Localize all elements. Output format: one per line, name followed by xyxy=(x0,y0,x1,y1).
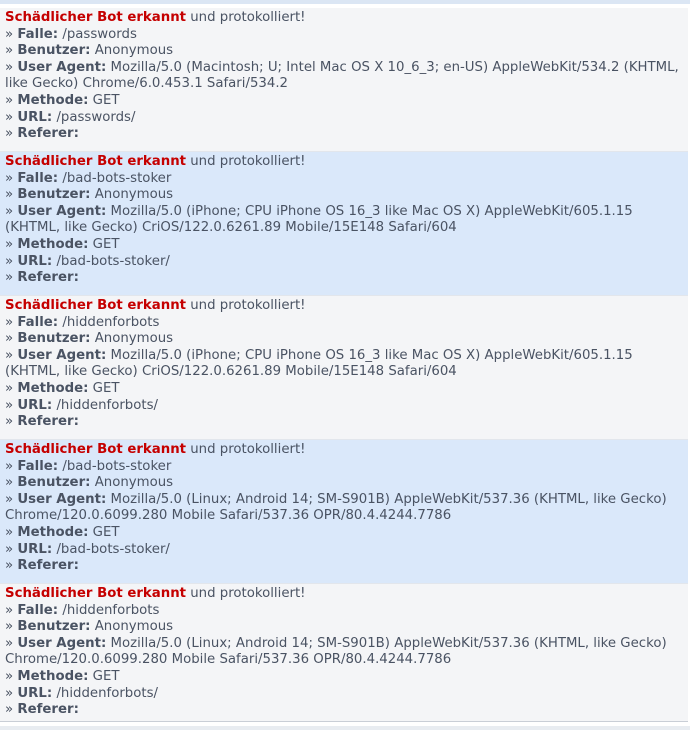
bullet-arrow: » xyxy=(5,458,18,474)
referer-row xyxy=(5,702,688,719)
log-entry xyxy=(0,8,688,152)
method-value: GET xyxy=(92,380,120,396)
referer-row xyxy=(5,270,688,287)
alert-label: Schädlicher Bot erkannt xyxy=(5,298,187,313)
url-row xyxy=(5,110,688,127)
entry-heading xyxy=(5,298,688,315)
user-row xyxy=(5,331,688,348)
user-agent-value: Mozilla/5.0 (Macintosh; U; Intel Mac OS X 10_6_3; en-US) AppleWebKit/534.2 (KHTML, like Gecko) Chrome/6.0.453.1 Safari/534.2 xyxy=(5,59,679,92)
bullet-arrow: » xyxy=(5,635,18,651)
user-key: Benutzer: xyxy=(17,331,91,347)
user-agent-key: User Agent: xyxy=(17,635,107,651)
trap-value: /bad-bots-stoker xyxy=(62,458,172,474)
trap-value: /bad-bots-stoker xyxy=(62,170,172,186)
bullet-arrow: » xyxy=(5,558,18,574)
log-entry xyxy=(0,440,688,584)
bullet-arrow: » xyxy=(5,619,18,635)
entry-heading xyxy=(5,442,688,459)
trap-value: /passwords xyxy=(62,26,137,42)
alert-suffix: und protokolliert! xyxy=(186,154,306,169)
bullet-arrow: » xyxy=(5,59,18,75)
user-agent-key: User Agent: xyxy=(17,491,107,507)
user-value: Anonymous xyxy=(94,475,174,491)
method-key: Methode: xyxy=(17,92,89,108)
alert-label: Schädlicher Bot erkannt xyxy=(5,10,187,25)
url-key: URL: xyxy=(17,541,53,557)
referer-row xyxy=(5,126,688,143)
alert-suffix: und protokolliert! xyxy=(186,586,306,601)
url-value: /bad-bots-stoker/ xyxy=(56,253,170,269)
bullet-arrow: » xyxy=(5,668,18,684)
user-agent-key: User Agent: xyxy=(17,59,107,75)
bullet-arrow: » xyxy=(5,203,18,219)
bullet-arrow: » xyxy=(5,380,18,396)
user-agent-value: Mozilla/5.0 (Linux; Android 14; SM-S901B) AppleWebKit/537.36 (KHTML, like Gecko) Chrome/120.0.6099.280 Mobile Safari/537.36 OPR/80.4.4244.7786 xyxy=(5,491,667,524)
bullet-arrow: » xyxy=(5,253,18,269)
bot-log-list xyxy=(0,8,690,722)
entry-heading xyxy=(5,154,688,171)
method-row xyxy=(5,237,688,254)
referer-key: Referer: xyxy=(17,702,79,718)
method-key: Methode: xyxy=(17,236,89,252)
trap-value: /hiddenforbots xyxy=(62,314,160,330)
referer-row xyxy=(5,558,688,575)
user-agent-row xyxy=(5,636,688,669)
top-divider xyxy=(0,0,690,4)
bullet-arrow: » xyxy=(5,491,18,507)
user-key: Benutzer: xyxy=(17,187,91,203)
bullet-arrow: » xyxy=(5,702,18,718)
url-row xyxy=(5,686,688,703)
method-row xyxy=(5,525,688,542)
bullet-arrow: » xyxy=(5,26,18,42)
method-key: Methode: xyxy=(17,380,89,396)
trap-row xyxy=(5,315,688,332)
user-row xyxy=(5,43,688,60)
user-agent-row xyxy=(5,204,688,237)
alert-suffix: und protokolliert! xyxy=(186,10,306,25)
bullet-arrow: » xyxy=(5,236,18,252)
bullet-arrow: » xyxy=(5,602,18,618)
user-row xyxy=(5,619,688,636)
alert-label: Schädlicher Bot erkannt xyxy=(5,442,187,457)
user-agent-value: Mozilla/5.0 (iPhone; CPU iPhone OS 16_3 like Mac OS X) AppleWebKit/605.1.15 (KHTML, like Gecko) CriOS/122.0.6261.89 Mobile/15E148 Safari/604 xyxy=(5,203,633,236)
url-key: URL: xyxy=(17,109,53,125)
trap-key: Falle: xyxy=(17,170,59,186)
url-row xyxy=(5,254,688,271)
user-key: Benutzer: xyxy=(17,43,91,59)
url-value: /hiddenforbots/ xyxy=(56,397,159,413)
alert-label: Schädlicher Bot erkannt xyxy=(5,154,187,169)
bullet-arrow: » xyxy=(5,524,18,540)
log-entry xyxy=(0,296,688,440)
user-key: Benutzer: xyxy=(17,475,91,491)
bullet-arrow: » xyxy=(5,187,18,203)
trap-key: Falle: xyxy=(17,314,59,330)
url-key: URL: xyxy=(17,397,53,413)
user-agent-row xyxy=(5,60,688,93)
bullet-arrow: » xyxy=(5,397,18,413)
trap-row xyxy=(5,603,688,620)
alert-suffix: und protokolliert! xyxy=(186,442,306,457)
referer-row xyxy=(5,414,688,431)
trap-row xyxy=(5,27,688,44)
method-row xyxy=(5,93,688,110)
user-agent-value: Mozilla/5.0 (Linux; Android 14; SM-S901B) AppleWebKit/537.36 (KHTML, like Gecko) Chrome/120.0.6099.280 Mobile Safari/537.36 OPR/80.4.4244.7786 xyxy=(5,635,667,668)
bullet-arrow: » xyxy=(5,126,18,142)
referer-key: Referer: xyxy=(17,126,79,142)
user-value: Anonymous xyxy=(94,43,174,59)
bullet-arrow: » xyxy=(5,414,18,430)
trap-key: Falle: xyxy=(17,26,59,42)
user-agent-value: Mozilla/5.0 (iPhone; CPU iPhone OS 16_3 like Mac OS X) AppleWebKit/605.1.15 (KHTML, like Gecko) CriOS/122.0.6261.89 Mobile/15E148 Safari/604 xyxy=(5,347,633,380)
user-agent-row xyxy=(5,348,688,381)
url-row xyxy=(5,542,688,559)
user-agent-row xyxy=(5,492,688,525)
user-key: Benutzer: xyxy=(17,619,91,635)
referer-key: Referer: xyxy=(17,270,79,286)
bullet-arrow: » xyxy=(5,170,18,186)
user-value: Anonymous xyxy=(94,619,174,635)
method-row xyxy=(5,669,688,686)
log-entry xyxy=(0,152,688,296)
user-row xyxy=(5,187,688,204)
url-value: /bad-bots-stoker/ xyxy=(56,541,170,557)
bullet-arrow: » xyxy=(5,331,18,347)
trap-key: Falle: xyxy=(17,458,59,474)
bullet-arrow: » xyxy=(5,270,18,286)
trap-key: Falle: xyxy=(17,602,59,618)
method-value: GET xyxy=(92,668,120,684)
method-value: GET xyxy=(92,524,120,540)
alert-label: Schädlicher Bot erkannt xyxy=(5,586,187,601)
user-agent-key: User Agent: xyxy=(17,347,107,363)
bullet-arrow: » xyxy=(5,347,18,363)
user-row xyxy=(5,475,688,492)
alert-suffix: und protokolliert! xyxy=(186,298,306,313)
url-value: /passwords/ xyxy=(56,109,136,125)
referer-key: Referer: xyxy=(17,414,79,430)
referer-key: Referer: xyxy=(17,558,79,574)
url-key: URL: xyxy=(17,685,53,701)
method-value: GET xyxy=(92,92,120,108)
entry-heading xyxy=(5,10,688,27)
url-value: /hiddenforbots/ xyxy=(56,685,159,701)
method-key: Methode: xyxy=(17,524,89,540)
bottom-divider xyxy=(0,726,690,730)
user-value: Anonymous xyxy=(94,187,174,203)
url-key: URL: xyxy=(17,253,53,269)
bullet-arrow: » xyxy=(5,541,18,557)
url-row xyxy=(5,398,688,415)
entry-heading xyxy=(5,586,688,603)
user-agent-key: User Agent: xyxy=(17,203,107,219)
trap-row xyxy=(5,459,688,476)
log-entry xyxy=(0,584,688,722)
bullet-arrow: » xyxy=(5,92,18,108)
bullet-arrow: » xyxy=(5,475,18,491)
bullet-arrow: » xyxy=(5,43,18,59)
method-row xyxy=(5,381,688,398)
method-value: GET xyxy=(92,236,120,252)
user-value: Anonymous xyxy=(94,331,174,347)
trap-row xyxy=(5,171,688,188)
method-key: Methode: xyxy=(17,668,89,684)
trap-value: /hiddenforbots xyxy=(62,602,160,618)
bullet-arrow: » xyxy=(5,109,18,125)
bullet-arrow: » xyxy=(5,685,18,701)
bullet-arrow: » xyxy=(5,314,18,330)
